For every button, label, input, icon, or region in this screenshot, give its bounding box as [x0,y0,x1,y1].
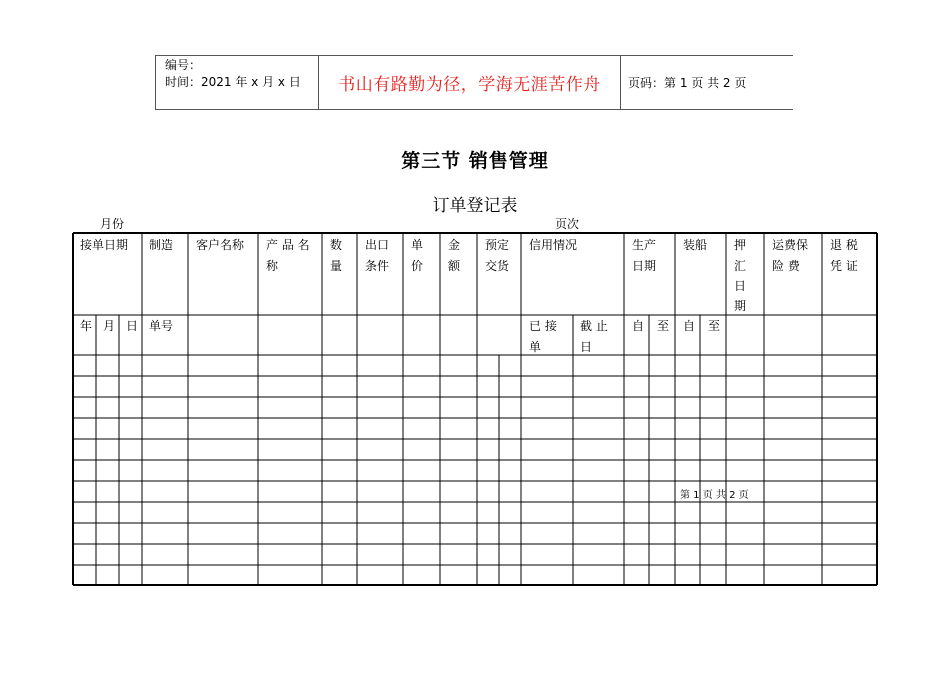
section-title: 第三节 销售管理 [401,150,549,172]
table-header-text [80,237,858,313]
col-amount-a: 金 [448,238,461,252]
col-quantity-b: 量 [330,259,343,273]
sub-prod-from: 自 [632,319,645,333]
col-unit-price-a: 单 [411,238,424,252]
sub-year: 年 [80,319,93,333]
col-exchange-c: 日 [734,279,747,293]
col-amount-b: 额 [448,259,461,273]
col-unit-price-b: 价 [411,259,424,273]
sub-prod-to: 至 [657,319,670,333]
sub-ship-from: 自 [683,319,696,333]
sub-ship-to: 至 [708,319,721,333]
col-production-a: 生产 [632,238,657,252]
col-production-b: 日期 [632,259,657,273]
col-export-a: 出口 [365,238,390,252]
col-product-b: 称 [266,259,279,273]
col-freight-b: 险 费 [772,259,800,273]
col-tax-b: 凭 证 [830,259,858,273]
col-export-b: 条件 [365,259,390,273]
sub-received-b: 单 [529,340,542,354]
col-manufacture: 制造 [149,238,174,252]
time-label: 时间：2021 年 x 月 x 日 [165,75,301,89]
col-quantity-a: 数 [330,238,343,252]
sub-deadline-b: 日 [580,340,593,354]
col-delivery-a: 预定 [485,238,510,252]
col-freight-a: 运费保 [772,238,809,252]
sub-order-no: 单号 [149,319,174,333]
col-exchange-b: 汇 [734,259,747,273]
month-label: 月份 [100,217,125,231]
col-exchange-d: 期 [734,299,747,313]
number-label: 编号： [165,58,202,72]
page-label: 页次 [555,217,580,231]
table-title: 订单登记表 [432,196,518,216]
sub-day: 日 [126,319,139,333]
table-footer-page: 第 1 页 共 2 页 [680,490,749,501]
col-credit: 信用情况 [529,238,578,252]
col-exchange-a: 押 [734,238,747,252]
col-customer: 客户名称 [196,238,245,252]
col-product-a: 产 品 名 [266,238,310,252]
sub-received-a: 已 接 [529,319,557,333]
sub-deadline-a: 截 止 [580,319,608,333]
col-tax-a: 退 税 [830,238,858,252]
table-grid [73,233,877,585]
motto: 书山有路勤为径，学海无涯苦作舟 [319,56,621,109]
sub-month: 月 [103,319,116,333]
col-shipping: 装船 [683,238,708,252]
col-order-date: 接单日期 [80,238,129,252]
col-delivery-b: 交货 [485,259,510,273]
page-code: 页码：第 1 页 共 2 页 [628,76,747,90]
